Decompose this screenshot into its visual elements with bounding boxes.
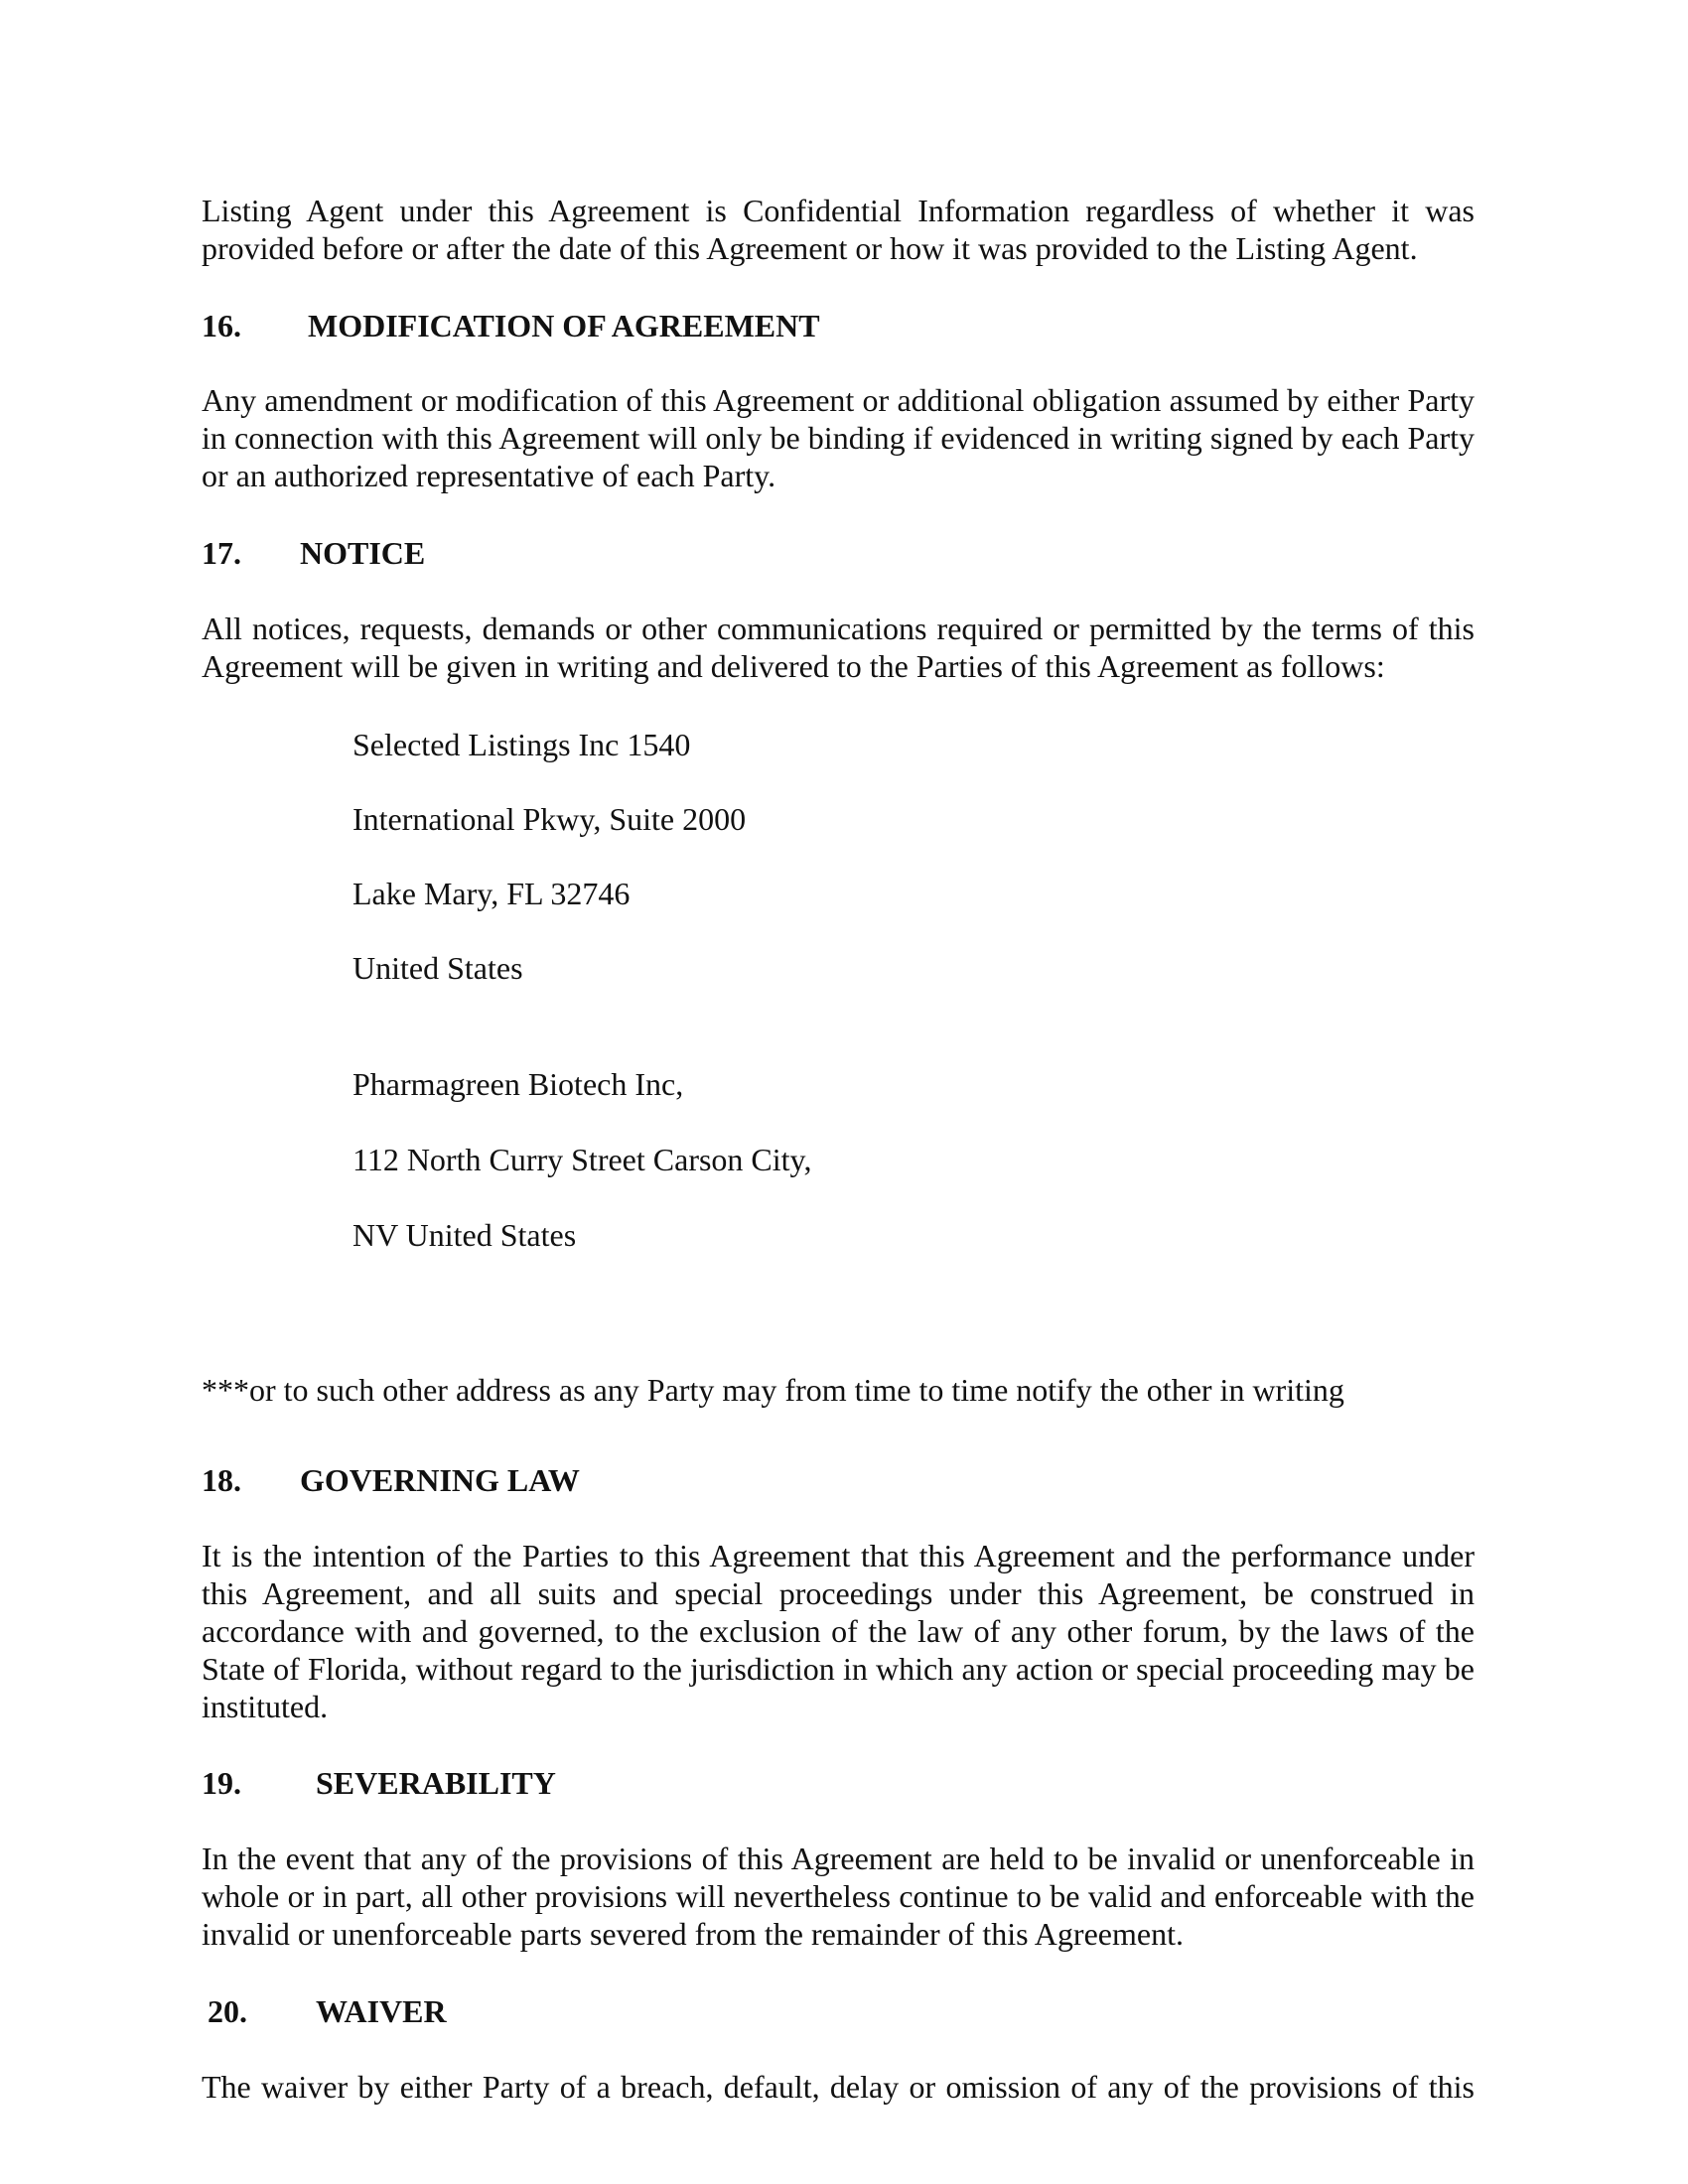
address-line: Pharmagreen Biotech Inc, [352, 1066, 684, 1102]
address-line: Lake Mary, FL 32746 [352, 876, 631, 911]
intro-paragraph: Listing Agent under this Agreement is Confidential Information regardless of whether it was provided before or after the date of this Agreement or how it was provided to the Listing Agent. [202, 193, 1475, 266]
section-title: MODIFICATION OF AGREEMENT [308, 308, 820, 343]
section-17-heading [202, 534, 426, 572]
section-19-body: In the event that any of the provisions of this Agreement are held to be invalid or unenforceable in whole or in part, all other provisions will nevertheless continue to be valid and enforceable with the invalid or unenforceable parts severed from the remainder of this Agreement. [202, 1841, 1475, 1952]
address-line: Selected Listings Inc 1540 [352, 727, 691, 762]
section-20-body: The waiver by either Party of a breach, default, delay or omission of any of the provisions of this [202, 2069, 1475, 2105]
section-16-heading [202, 307, 820, 344]
section-18-heading [202, 1461, 580, 1499]
section-19-heading [202, 1764, 556, 1802]
section-title: WAIVER [316, 1993, 447, 2029]
section-title: GOVERNING LAW [300, 1462, 580, 1498]
section-18-body: It is the intention of the Parties to this Agreement that this Agreement and the performance under this Agreement, and all suits and special proceedings under this Agreement, be construed in accordance with and governed, to the exclusion of the law of any other forum, by the laws of the State of Florida, without regard to the jurisdiction in which any action or special proceeding may be instituted. [202, 1538, 1475, 1724]
address-line: United States [352, 950, 523, 986]
section-20-heading [208, 1992, 447, 2030]
section-number: 17. [202, 535, 241, 571]
section-number: 19. [202, 1765, 241, 1801]
section-number: 16. [202, 308, 241, 343]
section-title: SEVERABILITY [316, 1765, 556, 1801]
address-line: NV United States [352, 1217, 577, 1253]
notice-footnote: ***or to such other address as any Party may from time to time notify the other in writing [202, 1372, 1344, 1408]
section-16-body: Any amendment or modification of this Agreement or additional obligation assumed by either Party in connection with this Agreement will only be binding if evidenced in writing signed by each Party or an authorized representative of each Party. [202, 382, 1475, 493]
address-line: 112 North Curry Street Carson City, [352, 1142, 812, 1177]
section-number: 18. [202, 1462, 241, 1498]
section-number: 20. [208, 1993, 247, 2029]
section-title: NOTICE [300, 535, 426, 571]
section-17-body: All notices, requests, demands or other communications required or permitted by the terms of this Agreement will be given in writing and delivered to the Parties of this Agreement as follows: [202, 611, 1475, 684]
address-line: International Pkwy, Suite 2000 [352, 801, 747, 837]
